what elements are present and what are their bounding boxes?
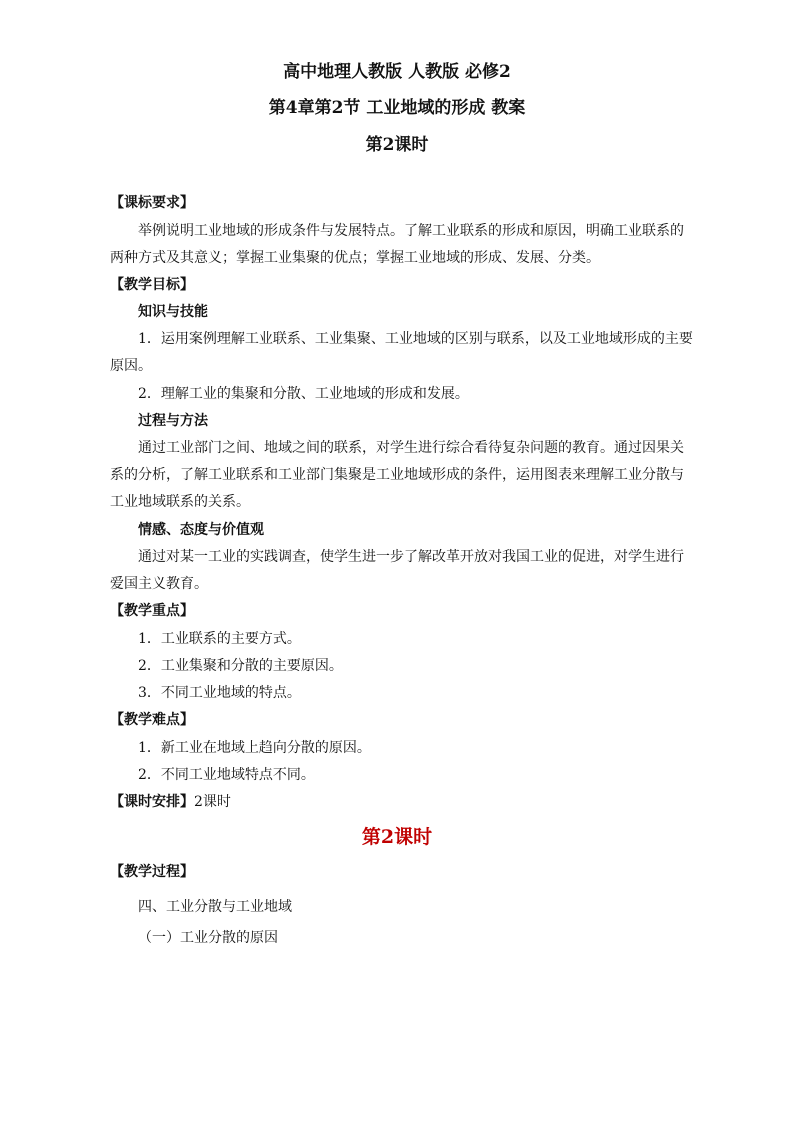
anpai-value: 2课时: [194, 794, 231, 810]
kebiao-heading: 【课标要求】: [110, 195, 194, 211]
doc-title-line3: 第2课时: [365, 135, 429, 155]
anpai-line: [110, 793, 231, 811]
zhongdian-item: 3．不同工业地域的特点。: [138, 685, 301, 701]
nandian-heading: 【教学难点】: [110, 712, 194, 728]
zhongdian-heading: 【教学重点】: [110, 603, 194, 619]
guocheng-heading: 过程与方法: [138, 413, 208, 429]
kebiao-line2: 两种方式及其意义；掌握工业集聚的优点；掌握工业地域的形成、发展、分类。: [110, 250, 600, 266]
qinggan-line1: 通过对某一工业的实践调查，使学生进一步了解改革开放对我国工业的促进，对学生进行: [138, 549, 684, 565]
qinggan-line2: 爱国主义教育。: [110, 576, 208, 592]
jiaoxue-guocheng-line2: （一）工业分散的原因: [138, 930, 278, 946]
mubiao-heading: 【教学目标】: [110, 277, 194, 293]
zhongdian-item: 1．工业联系的主要方式。: [138, 631, 301, 647]
doc-title-line2: 第4章第2节 工业地域的形成 教案: [268, 98, 526, 118]
kebiao-line1: 举例说明工业地域的形成条件与发展特点。了解工业联系的形成和原因，明确工业联系的: [138, 223, 684, 239]
nandian-item: 2．不同工业地域特点不同。: [138, 767, 315, 783]
section-title: 第2课时: [361, 826, 433, 848]
doc-title-line1: 高中地理人教版 人教版 必修2: [283, 62, 511, 82]
guocheng-line3: 工业地域联系的关系。: [110, 494, 250, 510]
zhishi-heading: 知识与技能: [138, 304, 208, 320]
zhishi-item1-line1: 1．运用案例理解工业联系、工业集聚、工业地域的区别与联系，以及工业地域形成的主要: [138, 331, 693, 347]
zhishi-item2: 2．理解工业的集聚和分散、工业地域的形成和发展。: [138, 386, 469, 402]
jiaoxue-guocheng-heading: 【教学过程】: [110, 864, 194, 880]
zhongdian-item: 2．工业集聚和分散的主要原因。: [138, 658, 343, 674]
nandian-item: 1．新工业在地域上趋向分散的原因。: [138, 740, 371, 756]
anpai-heading: 【课时安排】: [110, 794, 194, 810]
jiaoxue-guocheng-line1: 四、工业分散与工业地域: [138, 899, 292, 915]
zhishi-item1-line2: 原因。: [110, 358, 152, 374]
guocheng-line1: 通过工业部门之间、地域之间的联系，对学生进行综合看待复杂问题的教育。通过因果关: [138, 440, 684, 456]
guocheng-line2: 系的分析，了解工业联系和工业部门集聚是工业地域形成的条件，运用图表来理解工业分散与: [110, 467, 684, 483]
qinggan-heading: 情感、态度与价值观: [138, 522, 264, 538]
